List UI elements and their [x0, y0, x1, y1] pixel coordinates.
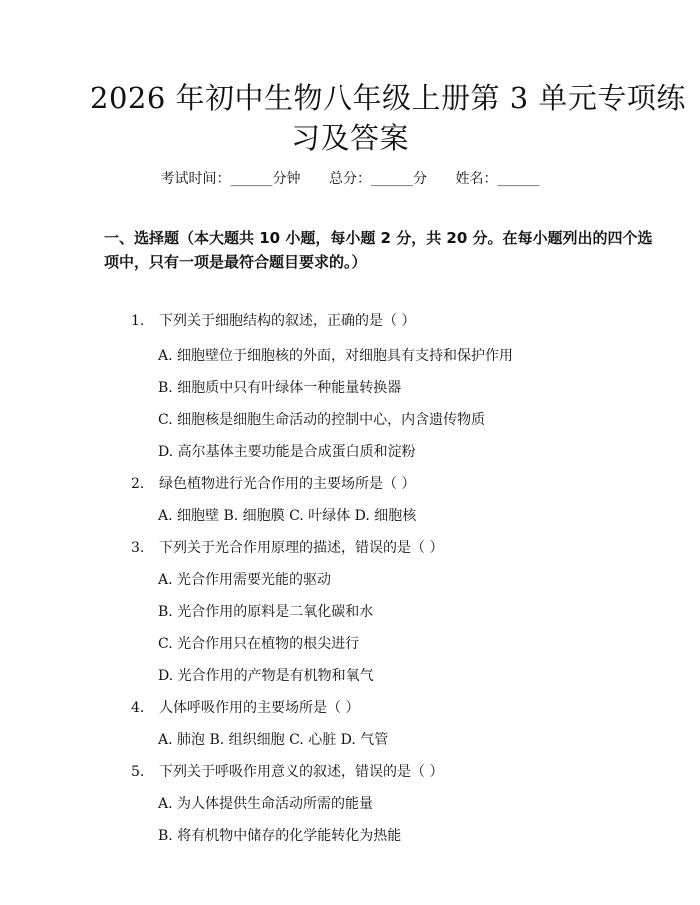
question-1-option-a: A. 细胞壁位于细胞核的外面，对细胞具有支持和保护作用: [158, 348, 514, 364]
question-number: 2.: [131, 476, 145, 492]
question-number: 1.: [131, 313, 145, 329]
question-number: 4.: [131, 700, 145, 716]
question-text: 下列关于细胞结构的叙述，正确的是（ ）: [159, 313, 416, 329]
question-4: [131, 697, 359, 717]
question-4-options: A. 肺泡 B. 组织细胞 C. 心脏 D. 气管: [158, 732, 389, 748]
document-title: [90, 78, 686, 158]
question-text: 下列关于光合作用原理的描述，错误的是（ ）: [159, 540, 444, 556]
question-5: [131, 761, 443, 781]
question-5-option-a: A. 为人体提供生命活动所需的能量: [158, 796, 374, 812]
question-text: 下列关于呼吸作用意义的叙述，错误的是（ ）: [159, 764, 444, 780]
exam-meta: [0, 168, 700, 188]
question-2: [131, 473, 415, 493]
question-3-option-c: C. 光合作用只在植物的根尖进行: [158, 636, 360, 652]
exam-name: 姓名：______: [455, 171, 540, 187]
question-3: [131, 537, 443, 557]
question-1: [131, 310, 415, 330]
title-line-1: 2026 年初中生物八年级上册第 3 单元专项练: [90, 81, 686, 115]
question-number: 3.: [131, 540, 145, 556]
question-number: 5.: [131, 764, 145, 780]
question-1-option-d: D. 高尔基体主要功能是合成蛋白质和淀粉: [158, 444, 416, 460]
question-3-option-b: B. 光合作用的原料是二氧化碳和水: [158, 604, 374, 620]
question-5-option-b: B. 将有机物中储存的化学能转化为热能: [158, 828, 402, 844]
question-text: 人体呼吸作用的主要场所是（ ）: [159, 700, 360, 716]
question-1-option-c: C. 细胞核是细胞生命活动的控制中心，内含遗传物质: [158, 412, 486, 428]
question-text: 绿色植物进行光合作用的主要场所是（ ）: [159, 476, 416, 492]
section-heading-line-2: 项中，只有一项是最符合题目要求的。）: [104, 253, 367, 271]
question-3-option-d: D. 光合作用的产物是有机物和氧气: [158, 668, 374, 684]
title-line-2: 习及答案: [290, 121, 409, 155]
exam-score: 总分：______分: [329, 171, 427, 187]
question-3-option-a: A. 光合作用需要光能的驱动: [158, 572, 332, 588]
question-2-options: A. 细胞壁 B. 细胞膜 C. 叶绿体 D. 细胞核: [158, 508, 417, 524]
exam-time: 考试时间：______分钟: [160, 171, 301, 187]
section-heading: [104, 226, 653, 274]
section-heading-line-1: 一、选择题（本大题共 10 小题，每小题 2 分，共 20 分。在每小题列出的四个选: [104, 229, 653, 247]
question-1-option-b: B. 细胞质中只有叶绿体一种能量转换器: [158, 380, 402, 396]
